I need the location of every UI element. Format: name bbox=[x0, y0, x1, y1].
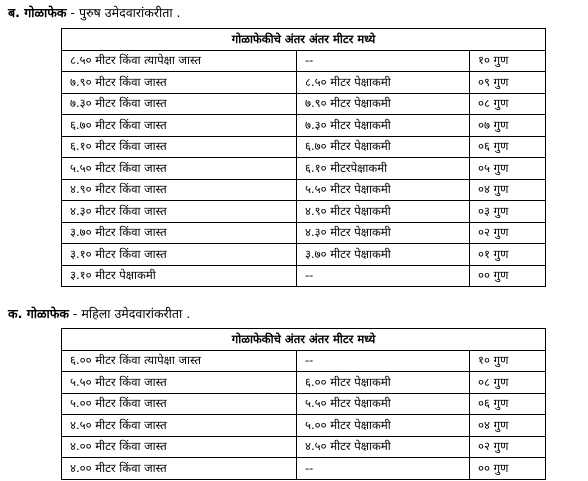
section-b-heading bbox=[8, 5, 181, 21]
table-cell-distance-max: ४.९० मीटर पेक्षाकमी bbox=[297, 201, 470, 223]
table-cell-distance-min: ४.९० मीटर किंवा जास्त bbox=[62, 179, 297, 201]
table-row bbox=[62, 350, 546, 372]
table-row bbox=[62, 136, 546, 158]
table-row bbox=[62, 244, 546, 266]
table-row bbox=[62, 115, 546, 137]
table-cell-distance-max: ७.३० मीटर पेक्षाकमी bbox=[297, 115, 470, 137]
section-c-table-body bbox=[62, 329, 546, 480]
table-cell-marks: ०२ गुण bbox=[470, 436, 546, 458]
section-b-table-header: गोळाफेकीचे अंतर अंतर मीटर मध्ये bbox=[62, 29, 546, 51]
table-cell-distance-min: ६.१० मीटर किंवा जास्त bbox=[62, 136, 297, 158]
table-cell-distance-min: ७.३० मीटर किंवा जास्त bbox=[62, 93, 297, 115]
table-cell-marks: १० गुण bbox=[470, 350, 546, 372]
table-cell-distance-max: -- bbox=[297, 50, 470, 72]
table-cell-distance-min: ८.५० मीटर किंवा त्यापेक्षा जास्त bbox=[62, 50, 297, 72]
table-cell-marks: ०० गुण bbox=[470, 458, 546, 480]
table-cell-distance-min: ५.५० मीटर किंवा जास्त bbox=[62, 158, 297, 180]
table-cell-distance-min: ७.९० मीटर किंवा जास्त bbox=[62, 72, 297, 94]
table-cell-distance-max: ७.९० मीटर पेक्षाकमी bbox=[297, 93, 470, 115]
section-b-header-row bbox=[62, 29, 546, 51]
section-c-subtitle: महिला उमेदवारांकरीता . bbox=[81, 306, 191, 321]
table-row bbox=[62, 393, 546, 415]
table-cell-distance-min: ६.७० मीटर किंवा जास्त bbox=[62, 115, 297, 137]
table-cell-distance-min: ३.७० मीटर किंवा जास्त bbox=[62, 222, 297, 244]
section-b-label: ब. गोळाफेक bbox=[8, 5, 67, 20]
table-cell-distance-max: -- bbox=[297, 350, 470, 372]
table-cell-marks: १० गुण bbox=[470, 50, 546, 72]
table-cell-distance-max: ८.५० मीटर पेक्षाकमी bbox=[297, 72, 470, 94]
table-cell-marks: ०६ गुण bbox=[470, 136, 546, 158]
table-row bbox=[62, 158, 546, 180]
table-cell-marks: ०९ गुण bbox=[470, 72, 546, 94]
table-cell-marks: ०८ गुण bbox=[470, 372, 546, 394]
table-row bbox=[62, 265, 546, 287]
table-cell-distance-max: -- bbox=[297, 265, 470, 287]
table-cell-marks: ०४ गुण bbox=[470, 415, 546, 437]
table-cell-distance-max: ५.५० मीटर पेक्षाकमी bbox=[297, 393, 470, 415]
section-c-table bbox=[61, 328, 546, 480]
table-cell-marks: ०४ गुण bbox=[470, 179, 546, 201]
table-row bbox=[62, 201, 546, 223]
section-c-label: क. गोळाफेक bbox=[8, 306, 69, 321]
table-cell-distance-max: ५.५० मीटर पेक्षाकमी bbox=[297, 179, 470, 201]
table-cell-marks: ०१ गुण bbox=[470, 244, 546, 266]
table-cell-marks: ०५ गुण bbox=[470, 158, 546, 180]
section-b-separator: - bbox=[66, 5, 79, 20]
table-cell-marks: ०६ गुण bbox=[470, 393, 546, 415]
table-cell-distance-min: ६.०० मीटर किंवा त्यापेक्षा जास्त bbox=[62, 350, 297, 372]
section-c-header-row bbox=[62, 329, 546, 351]
section-c-heading bbox=[8, 306, 190, 322]
table-cell-distance-min: ४.५० मीटर किंवा जास्त bbox=[62, 415, 297, 437]
table-row bbox=[62, 372, 546, 394]
section-c-separator: - bbox=[68, 306, 82, 321]
table-row bbox=[62, 458, 546, 480]
table-cell-distance-max: -- bbox=[297, 458, 470, 480]
table-cell-distance-max: ६.७० मीटर पेक्षाकमी bbox=[297, 136, 470, 158]
table-cell-distance-min: ४.३० मीटर किंवा जास्त bbox=[62, 201, 297, 223]
table-row bbox=[62, 179, 546, 201]
table-cell-distance-max: ६.१० मीटरपेक्षाकमी bbox=[297, 158, 470, 180]
table-row bbox=[62, 436, 546, 458]
table-cell-marks: ०२ गुण bbox=[470, 222, 546, 244]
table-cell-distance-max: ६.०० मीटर पेक्षाकमी bbox=[297, 372, 470, 394]
section-b-table-body bbox=[62, 29, 546, 287]
table-cell-distance-min: ४.०० मीटर किंवा जास्त bbox=[62, 458, 297, 480]
section-b-subtitle: पुरुष उमेदवारांकरीता . bbox=[78, 5, 181, 20]
table-cell-marks: ०७ गुण bbox=[470, 115, 546, 137]
table-cell-distance-min: ४.०० मीटर किंवा जास्त bbox=[62, 436, 297, 458]
table-row bbox=[62, 93, 546, 115]
table-row bbox=[62, 72, 546, 94]
table-cell-distance-max: ३.७० मीटर पेक्षाकमी bbox=[297, 244, 470, 266]
table-cell-distance-max: ५.०० मीटर पेक्षाकमी bbox=[297, 415, 470, 437]
table-cell-marks: ०३ गुण bbox=[470, 201, 546, 223]
table-cell-distance-min: ५.५० मीटर किंवा जास्त bbox=[62, 372, 297, 394]
section-c-table-header: गोळाफेकीचे अंतर अंतर मीटर मध्ये bbox=[62, 329, 546, 351]
table-row bbox=[62, 50, 546, 72]
table-cell-marks: ०८ गुण bbox=[470, 93, 546, 115]
table-cell-distance-min: ३.१० मीटर किंवा जास्त bbox=[62, 244, 297, 266]
table-cell-marks: ०० गुण bbox=[470, 265, 546, 287]
section-b-table bbox=[61, 28, 546, 287]
table-row bbox=[62, 415, 546, 437]
table-cell-distance-min: ५.०० मीटर किंवा जास्त bbox=[62, 393, 297, 415]
table-row bbox=[62, 222, 546, 244]
table-cell-distance-max: ४.५० मीटर पेक्षाकमी bbox=[297, 436, 470, 458]
table-cell-distance-min: ३.१० मीटर पेक्षाकमी bbox=[62, 265, 297, 287]
table-cell-distance-max: ४.३० मीटर पेक्षाकमी bbox=[297, 222, 470, 244]
